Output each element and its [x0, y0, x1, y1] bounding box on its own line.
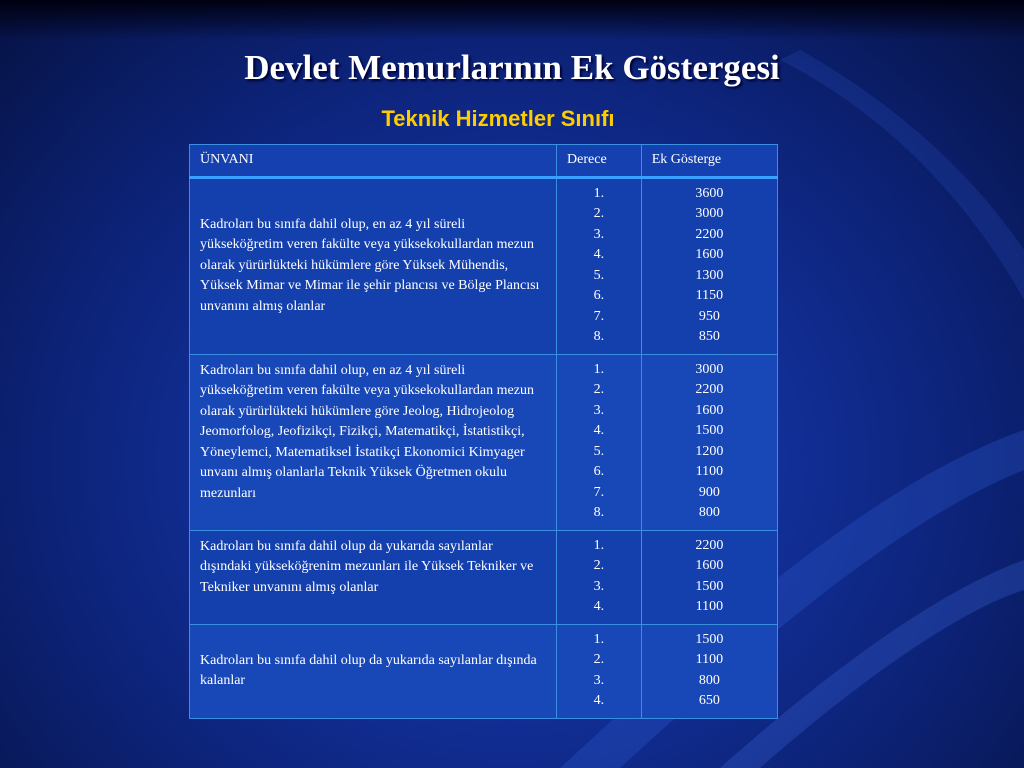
derece-value: 5. [593, 443, 605, 459]
gosterge-value: 1600 [695, 247, 724, 262]
derece-value: 1. [593, 185, 605, 201]
derece-value: 4. [593, 423, 605, 438]
gosterge-value: 1300 [695, 267, 724, 283]
derece-value: 3. [593, 402, 605, 418]
gosterge-value: 1100 [695, 464, 724, 479]
derece-value: 1. [593, 631, 605, 647]
derece-value: 4. [593, 247, 605, 262]
derece-value: 8. [593, 505, 605, 520]
gosterge-value: 1150 [695, 288, 724, 303]
header-unvan: ÜNVANI [190, 145, 557, 178]
derece-value: 1. [593, 361, 605, 377]
row-unvan-cell: Kadroları bu sınıfa dahil olup, en az 4 yıl süreli yükseköğretim veren fakülte veya yüksekokullardan mezun olarak yürürlükteki hükümlere göre Yüksek Mühendis, Yüksek Mimar ve Mimar ile şehir plancısı ve Bölge Plancısı unvanını almış olanlar [190, 177, 557, 354]
row-ek-gosterge-cell [641, 354, 777, 530]
table-row [190, 354, 778, 530]
derece-value: 5. [593, 267, 605, 283]
gosterge-value: 850 [698, 329, 720, 344]
header-derece: Derece [557, 145, 642, 178]
gosterge-value: 650 [698, 693, 720, 708]
gosterge-value: 2200 [695, 537, 724, 553]
derece-value: 7. [593, 308, 605, 324]
derece-value: 4. [593, 599, 605, 614]
ek-gosterge-table [189, 144, 778, 719]
derece-value: 1. [593, 537, 605, 553]
row-derece-cell [557, 177, 642, 354]
table-row [190, 624, 778, 718]
row-derece-cell [557, 624, 642, 718]
row-derece-cell [557, 530, 642, 624]
row-unvan-cell: Kadroları bu sınıfa dahil olup da yukarıda sayılanlar dışındaki yükseköğrenim mezunları ile Yüksek Tekniker ve Tekniker unvanını almış olanlar [190, 530, 557, 624]
row-ek-gosterge-cell [641, 530, 777, 624]
gosterge-value: 2200 [695, 382, 724, 397]
gosterge-value: 3600 [695, 185, 724, 201]
gosterge-value: 2200 [695, 226, 724, 242]
row-unvan-cell: Kadroları bu sınıfa dahil olup, en az 4 yıl süreli yükseköğretim veren fakülte veya yüksekokullardan mezun olarak yürürlükteki hükümlere göre Jeolog, Hidrojeolog Jeomorfolog, Jeofizikçi, Fizikçi, Matematikçi, İstatistikçi, Yöneylemci, Matematiksel İstatikçi Ekonomici Kimyager unvanı almış olanlarla Teknik Yüksek Öğretmen okulu mezunları [190, 354, 557, 530]
derece-value: 2. [593, 382, 605, 397]
gosterge-value: 1100 [695, 652, 724, 667]
gosterge-value: 1600 [695, 558, 724, 573]
gosterge-value: 1600 [695, 402, 724, 418]
row-derece-cell [557, 354, 642, 530]
gosterge-value: 3000 [695, 361, 724, 377]
gosterge-value: 1500 [695, 423, 724, 438]
page-title: Devlet Memurlarının Ek Göstergesi [244, 48, 780, 87]
row-ek-gosterge-cell [641, 177, 777, 354]
gosterge-value: 800 [698, 672, 720, 688]
gosterge-value: 3000 [695, 206, 724, 221]
row-ek-gosterge-cell [641, 624, 777, 718]
gosterge-value: 800 [698, 505, 720, 520]
header-ek-gosterge: Ek Gösterge [641, 145, 777, 178]
page-subtitle: Teknik Hizmetler Sınıfı [381, 106, 615, 131]
derece-value: 2. [593, 558, 605, 573]
row-unvan-cell: Kadroları bu sınıfa dahil olup da yukarıda sayılanlar dışında kalanlar [190, 624, 557, 718]
derece-value: 3. [593, 672, 605, 688]
gosterge-value: 1200 [695, 443, 724, 459]
gosterge-value: 950 [698, 308, 720, 324]
derece-value: 3. [593, 578, 605, 594]
derece-value: 4. [593, 693, 605, 708]
derece-value: 3. [593, 226, 605, 242]
table-header-row [190, 145, 778, 178]
gosterge-value: 1500 [695, 631, 724, 647]
top-dark-band [0, 0, 1024, 40]
gosterge-value: 900 [698, 484, 720, 500]
table-row [190, 530, 778, 624]
derece-value: 8. [593, 329, 605, 344]
derece-value: 2. [593, 206, 605, 221]
derece-value: 6. [593, 288, 605, 303]
derece-value: 6. [593, 464, 605, 479]
gosterge-value: 1100 [695, 599, 724, 614]
derece-value: 2. [593, 652, 605, 667]
gosterge-value: 1500 [695, 578, 724, 594]
derece-value: 7. [593, 484, 605, 500]
table-row [190, 177, 778, 354]
